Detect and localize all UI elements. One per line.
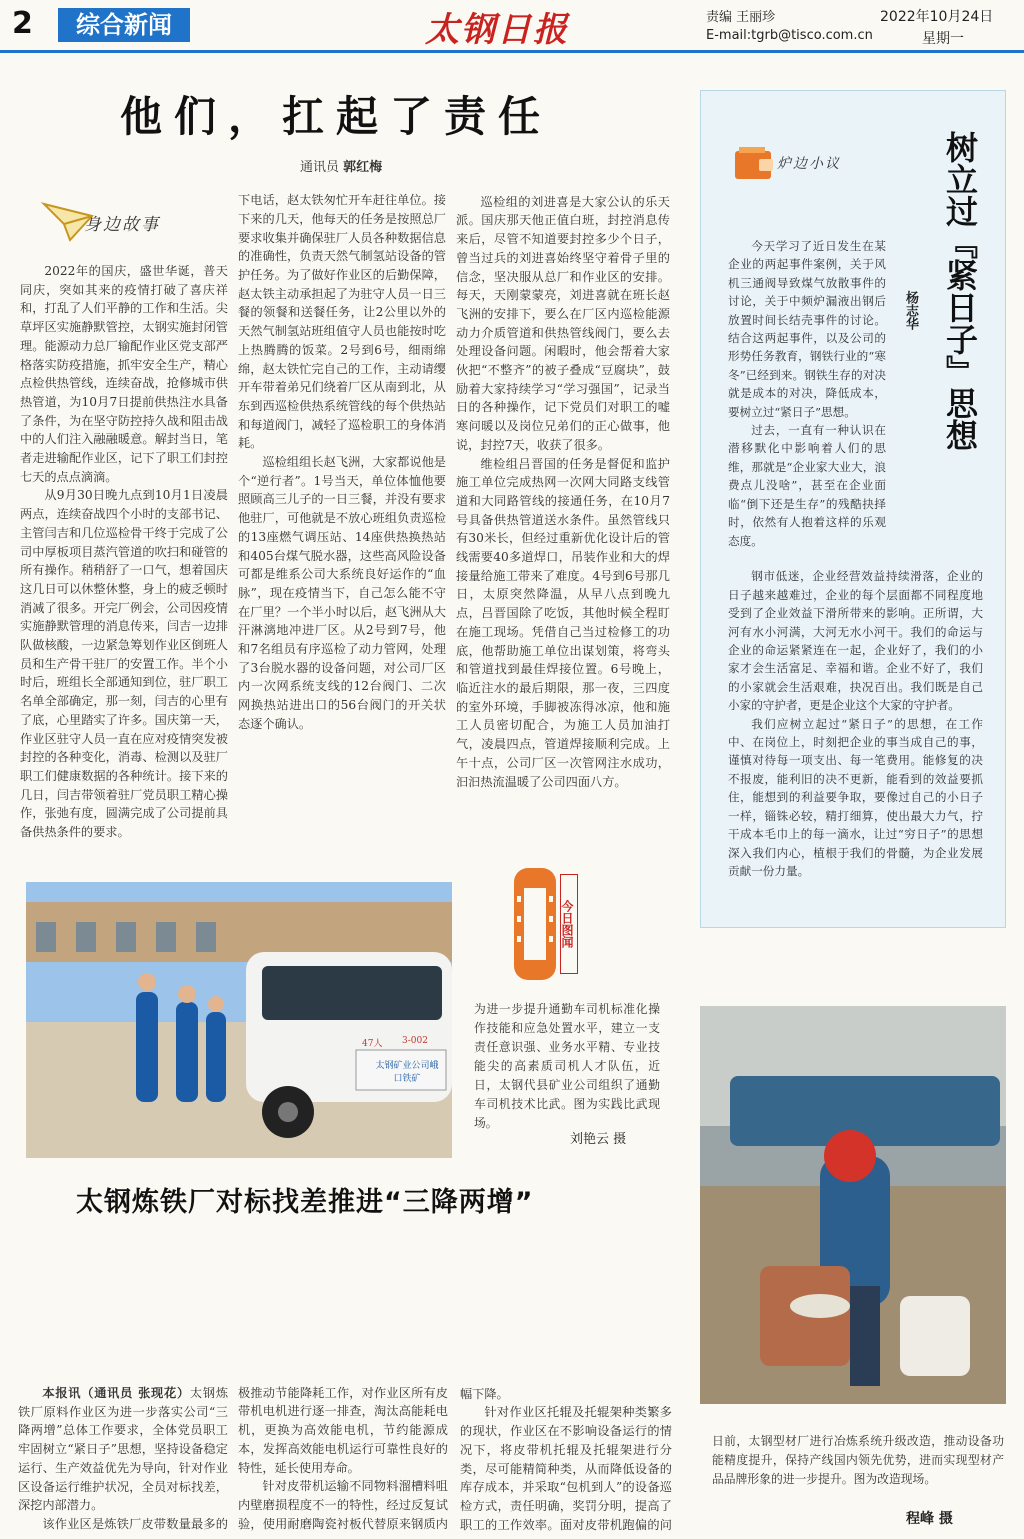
sidebar-paragraph: 钢市低迷，企业经营效益持续滑落，企业的日子越来越难过，企业的每个层面都不同程度地受到了企业效益下滑所带来的影响。正所谓，大河有水小河满，大河无水小河干。我们的命运与企业的命运紧紧连在一起，企业好了，我们的小家才会生活富足、幸福和谐。企业不好了，我们的小家就会生活艰难，抉况百出。我们既是自己小家的守护者，更是企业这个大家的守护者。 — [728, 569, 983, 713]
story2-paragraph: 针对皮带机运输不同物料溜槽料咀内壁磨损程度不一的特性，经过反复试验，使用耐磨陶瓷衬板代替原来钢质内 — [238, 1479, 448, 1531]
sidebar-commentary — [700, 90, 1006, 928]
photo-workshop — [700, 1006, 1006, 1404]
photo2-credit: 程峰 摄 — [906, 1511, 953, 1527]
column-tag-label: 炉边小议 — [777, 156, 841, 172]
sidebar-paragraph: 今天学习了近日发生在某企业的两起事件案例，关于风机三通阀导致煤气放散事件的讨论，关于中频炉漏液出钢后放置时间长结壳事件的讨论。结合这两起事件，以及公司的形势任务教育，钢铁行业的“寒冬”已经到来。钢铁生存的对决就是成本的对决，降低成本，要树立过“紧日子”思想。 — [728, 239, 886, 419]
photo2-caption: 日前，太钢型材厂进行冶炼系统升级改造，推动设备功能精度提升，保持产线国内领先优势，进而实现型材产品品牌形象的进一步提升。图为改造现场。 — [712, 1434, 1004, 1486]
editor-credit: 责编 王丽珍 — [706, 10, 776, 25]
photo1-caption: 为进一步提升通勤车司机标准化操作技能和应急处置水平，建立一支责任意识强、业务水平精、专业技能尖的高素质司机人才队伍，近日，太钢代县矿业公司组织了通勤车司机技术比武。图为实践比武现场。 — [474, 1002, 660, 1130]
photo1-credit: 刘艳云 摄 — [570, 1132, 627, 1147]
sidebar-author: 杨志华 — [903, 291, 918, 330]
story2-paragraph: 针对作业区托辊及托辊架种类繁多的现状，作业区在不影响设备运行的情况下，将皮带机托辊及托辊架进行分类，尽可能精简种类，从而降低设备的库存成本，并采取“包机到人”的设备巡检方式，责任明确，奖罚分明，提高了职工的工作效率。面对皮带机跑偏的问 — [460, 1405, 672, 1532]
bus-route: 3-002 — [402, 1036, 428, 1046]
wallet-icon — [733, 145, 775, 181]
lead-byline: （通讯员 张现花） — [81, 1386, 190, 1400]
story1-column-2 — [238, 192, 446, 860]
column-tag-shenbian — [40, 196, 210, 244]
sidebar-title: 树立过『紧日子』思想 — [941, 131, 979, 451]
photo-bus-contest — [26, 882, 452, 1158]
issue-weekday: 星期一 — [922, 31, 964, 47]
byline-name: 郭红梅 — [343, 160, 383, 175]
sidebar-text-top — [728, 237, 886, 567]
byline-prefix: 通讯员 — [300, 160, 340, 175]
story2-column-3 — [460, 1384, 672, 1534]
story1-column-1 — [20, 262, 228, 860]
story2-lead — [18, 1384, 228, 1515]
page-number: 2 — [12, 6, 33, 41]
column-tag-jinri — [512, 866, 592, 984]
story2-paragraph: 太钢炼铁厂原料作业区为进一步落实公司“三降两增”总体工作要求，全体党员职工牢固树立“紧日子”思想，坚持设备稳定运行、生产效益优先为导向，针对作业区设备运行维护状况，全员对标找差，深挖内部潜力。 — [18, 1386, 228, 1513]
lead-tag: 本报讯 — [42, 1386, 82, 1400]
story1-paragraph: 巡检组的刘进喜是大家公认的乐天派。国庆那天他正值白班，封控消息传来后，尽管不知道要封控多少个日子，曾当过兵的刘进喜始终坚守着骨子里的信念，坚决服从总厂和作业区的安排。每天，天刚蒙蒙亮，刘进喜就在班长赵飞洲的安排下，要么在厂区内巡检能源动力介质管道和供热管线阀门，要么去处理设备问题。闲暇时，他会帮着大家伙把“不整齐”的被子叠成“豆腐块”，鼓励着大家持续学习“学习强国”，记录当日的各种操作，记下党员们对职工的嘘寒问暖以及岗位兄弟们的正心做事，他说，封控7天，收获了很多。 — [456, 194, 670, 452]
story1-title: 他们，扛起了责任 — [120, 92, 553, 141]
story1-paragraph: 维检组吕晋国的任务是督促和监护施工单位完成热网一次网大同路支线管道和大同路管线的接通任务，在10月7号具备供热管道送水条件。虽然管线只有30米长，但经过重新优化设计后的管线需要40多道焊口，吊装作业和大的焊接量给施工带来了难度。4号到6号那几日，太原突然降温，从早八点到晚九点，吕晋国除了吃饭，其他时候全程盯在施工现场。凭借自己当过检修工的功底，他帮助施工单位出谋划策，将弯头和管道找到最佳焊接位置。6号晚上，临近注水的最后期限，那一夜，三四度的室外环境，手脚被冻得冰凉，他和施工人员密切配合，为施工人员加油打气，凌晨四点，管道焊接顺利完成。上午十点，公司厂区一次管网注水成功，汩汩热流温暖了公司四面八方。 — [456, 456, 670, 789]
film-reel-icon — [512, 866, 558, 982]
section-badge: 综合新闻 — [58, 8, 190, 42]
header-rule — [0, 50, 1024, 53]
column-tag-lubian — [733, 145, 853, 185]
editor-email: E-mail:tgrb@tisco.com.cn — [706, 28, 873, 43]
issue-date: 2022年10月24日 — [880, 9, 994, 25]
newspaper-masthead: 太钢日报 — [425, 10, 569, 50]
story1-paragraph: 2022年的国庆，盛世华诞，普天同庆，突如其来的疫情打破了喜庆祥和，打乱了人们平静的工作和生活。尖草坪区实施静默管控，太钢实施封闭管理。能源动力总厂输配作业区党支部严格落实防疫措施，抓牢安全生产，精心点检供热管线，连续奋战，抢修城市供热管道，为10月7日提前供热注水具备了条件，为在坚守防控持久战和阻击战中的人们注入融融暖意。解封当日，笔者走进输配作业区，记下了职工们封控七天的点点滴滴。 — [20, 264, 228, 484]
sidebar-paragraph: 过去，一直有一种认识在潜移默化中影响着人们的思维，那就是“企业家大业大，浪费点儿没啥”，甚至在企业面临“倒下还是生存”的残酷抉择时，依然有人抱着这样的乐观态度。 — [728, 423, 886, 548]
sidebar-text-bottom — [728, 567, 983, 915]
bus-plate: 47人 — [362, 1039, 383, 1049]
column-tag-label: 今日图闻 — [560, 874, 578, 974]
story2-paragraph: 幅下降。 — [460, 1386, 509, 1401]
column-tag-label: 身边故事 — [84, 215, 160, 235]
story2-paragraph: 极推动节能降耗工作，对作业区所有皮带机电机进行逐一排查，淘汰高能耗电机，更换为高效能电机，节约能源成本，发挥高效能电机运行可靠性良好的特性，延长使用寿命。 — [238, 1385, 448, 1475]
story2-column-1 — [18, 1384, 228, 1534]
story2-column-2 — [238, 1384, 448, 1534]
story1-column-3 — [456, 192, 670, 860]
story1-byline — [300, 156, 382, 175]
story2-title: 太钢炼铁厂对标找差推进“三降两增” — [76, 1187, 534, 1218]
story1-paragraph: 巡检组组长赵飞洲，大家都说他是个“逆行者”。1号当天，单位体恤他要照顾高三儿子的一日三餐，并没有要求他驻厂，可他就是不放心班组负责巡检的13座燃气调压站、14座供热换热站和405台煤气脱水器，这些高风险设备可都是维系公司大系统良好运作的“血脉”，现在疫情当下，自己怎么能不守在厂里？一个半小时以后，赵飞洲从大汗淋漓地冲进厂区。从2号到7号，他和7名组员有序巡检了动力管网，处理了3台脱水器的设备问题，对公司厂区内一次网系统支线的12台阀门、二次网换热站进出口的56台阀门的开关状态逐个确认。 — [238, 455, 446, 731]
story1-paragraph: 下电话，赵太铁匆忙开车赶往单位。接下来的几天，他每天的任务是按照总厂要求收集并确保驻厂人员各种数据信息的准确性，负责天然气制氢站设备的管护任务。为了做好作业区的后勤保障，赵太铁主动承担起了为驻守人员一日三餐的领餐和送餐任务，让2公里以外的天然气制氢站班组值守人员也能按时吃上热腾腾的饭菜。2号到6号，细雨绵绵，赵太铁忙完自己的工作，主动请缨开车带着弟兄们绕着厂区从南到北，从东到西巡检供热系统管线的每个供热站和每道阀门，减轻了巡检职工的身体消耗。 — [238, 193, 446, 451]
bus-text: 太钢矿业公司峨口铁矿 — [375, 1061, 439, 1084]
sidebar-paragraph: 我们应树立起过“紧日子”的思想，在工作中、在岗位上，时刻把企业的事当成自己的事，谨慎对待每一项支出、每一笔费用。能修复的决不报废，能利旧的决不更新，能看到的效益要抓住，能想到的利益要争取，要像过自己的小日子一样，锱铢必较，精打细算，使出最大力气，拧干成本毛巾上的每一滴水，让过“穷日子”的思想深入我们内心，植根于我们的骨髓，为企业发展贡献一份力量。 — [728, 716, 983, 878]
story2-paragraph: 该作业区是炼铁厂皮带数量最多的 — [42, 1516, 228, 1531]
story1-paragraph: 从9月30日晚九点到10月1日凌晨两点，连续奋战四个小时的支部书记、主管闫吉和几位巡检骨干终于完成了公司中厚板项目蒸汽管道的吹扫和碰管的所有操作。稍稍舒了一口气，想着国庆这几日可以休整休整，身上的疲乏顿时消减了很多。开完厂例会，公司因疫情实施静默管理的消息传来，闫吉一边排队做核酸，一边紧急筹划作业区倒班人员和生产骨干驻厂的安置工作。半个小时后，班组长全部通知到位，驻厂职工名单全部确定，那一刻，闫吉的心里有了底，心里踏实了许多。国庆第一天，作业区驻守人员一直在应对疫情突发被封控的各种变化，消毒、检测以及驻厂职工们健康数据的各种统计。接下来的几日，闫吉带领着驻厂党员职工精心操作，张弛有度，圆满完成了公司提前具备供热条件的要求。 — [20, 488, 228, 840]
